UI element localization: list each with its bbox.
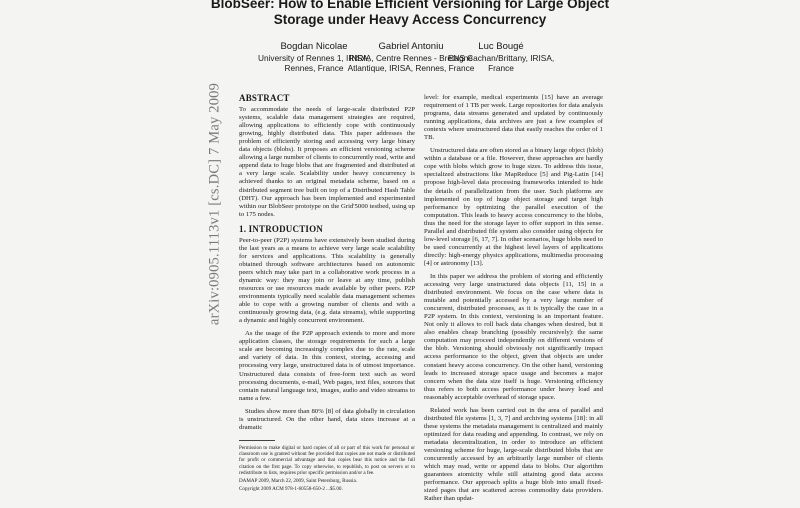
arxiv-stamp	[205, 82, 225, 326]
author-name: Gabriel Antoniu	[378, 41, 444, 52]
author-3	[435, 42, 567, 73]
copyright-footnote: Permission to make digital or hard copies of all or part of this work for personal or classroom use is granted without fee provided that copies are not made or distributed for profit or commercial advantage and that copies bear this notice and the full citation on the first page. To copy otherwise, to republish, to post on servers or to redistribute to lists, requires prior specific permission and/or a fee.	[239, 444, 415, 477]
right-column	[424, 94, 603, 508]
author-affiliation: ENS Cachan/Brittany, IRISA, France	[447, 53, 555, 73]
abstract-heading: ABSTRACT	[239, 93, 290, 103]
paper-title: BlobSeer: How to Enable Efficient Versioning for Large Object Storage under Heavy Access Concurrency	[210, 0, 610, 27]
body-paragraph: Unstructured data are often stored as a binary large object (blob) within a database or a file. However, these approaches are hardly cope with blobs which grow to huge sizes. To address this issue, specialized abstractions like MapReduce [5] and Pig-Latin [14] propose high-level data processing frameworks intended to hide the details of parallelization from the user. Such platforms are implemented on top of huge object storage and target high performance by optimizing the parallel execution of the computation. This leads to heavy access concurrency to the blobs, thus the need for the storage layer to offer support in this sense. Parallel and distributed file system also consider using objects for low-level storage [6, 17, 7]. In other scenarios, huge blobs need to be used concurrently at the highest level layers of applications directly: high-energy physics applications, multimedia processing [4] or astronomy [13].	[424, 147, 603, 267]
conference-line: DAMAP 2009, March 22, 2009, Saint Petersburg, Russia.	[239, 478, 358, 485]
body-paragraph: In this paper we address the problem of storing and efficiently accessing very large unstructured data objects [11, 15] in a distributed environment. We focus on the case where data is mutable and potentially accessed by a very large number of concurrent, distributed processes, as it is typically the case in a P2P system. In this context, versioning is an important feature. Not only it allows to roll back data changes when desired, but it also enables cheap branching (possibly recursively): the same computation may proceed independently on different versions of the blob. Versioning should obviously not significantly impact access performance to the object, given that objects are under constant heavy access concurrency. On the other hand, versioning leads to increased storage space usage and becomes a major concern when the data size itself is huge. Versioning efficiency thus refers to both access performance under heavy load and reasonably acceptable overhead of storage space.	[424, 272, 603, 401]
arxiv-stamp-text: arXiv:0905.1113v1 [cs.DC] 7 May 2009	[206, 82, 223, 326]
author-affiliation: INRIA, Centre Rennes - Bretagne Atlantique, IRISA, Rennes, France	[347, 53, 475, 73]
author-name: Bogdan Nicolae	[280, 41, 348, 52]
intro-paragraph: Peer-to-peer (P2P) systems have extensively been studied during the last years as a means to achieve very large scale scalability for services and applications. This scalability is generally obtained through software architectures based on autonomic peers which may take part in a collaborative work process in a dynamic way: they may join or leave at any time, publish resources or use resources made available by other peers. P2P environments typically need scalable data management schemes able to cope with a growing number of clients and with a continuously growing data, (e.g. data streams), while supporting a dynamic and highly concurrent environment.	[239, 236, 415, 325]
body-paragraph: Related work has been carried out in the area of parallel and distributed file systems [1, 3, 7] and archiving systems [18]: in all these systems the metadata management is centralized and mainly optimized for data reading and appending. In contrast, we rely on metadata decentralization, in order to introduce an efficient versioning scheme for huge, large-scale distributed blobs that are concurrently accessed by an arbitrarily large number of clients which may read, write or append data to blobs. Our algorithm guarantees atomicity while still attaining good data access performance. Our approach splits a huge blob into small fixed-sized pages that are scattered across commodity data providers. Rather than updat-	[424, 406, 603, 503]
intro-paragraph: Studies show more than 80% [8] of data globally in circulation is unstructured. On the other hand, data sizes increase at a dramatic	[239, 407, 415, 431]
body-paragraph: level: for example, medical experiments [15] have an average requirement of 1 TB per week. Large repositories for data analysis programs, data streams generated and updated by continuously running applications, data archives are just a few examples of contexts where unstructured data that easily reaches the order of 1 TB.	[424, 94, 603, 142]
footnote-rule	[239, 440, 275, 441]
intro-heading: 1. INTRODUCTION	[239, 223, 324, 234]
author-name: Luc Bougé	[478, 41, 524, 52]
copyright-line: Copyright 2009 ACM 978-1-60558-650-2 ...$5.00.	[239, 485, 343, 492]
abstract-text: To accommodate the needs of large-scale distributed P2P systems, scalable data management strategies are required, allowing applications to efficiently cope with continuously growing, highly distributed data. This paper addresses the problem of efficiently storing and accessing very large binary data objects (blobs). It proposes an efficient versioning scheme allowing a large number of clients to concurrently read, write and append data to huge blobs that are fragmented and distributed at a very large scale. Scalability under heavy concurrency is achieved thanks to an original metadata scheme, based on a distributed segment tree built on top of a Distributed Hash Table (DHT). Our approach has been implemented and experimented within our BlobSeer prototype on the Grid'5000 testbed, using up to 175 nodes.	[239, 106, 415, 218]
intro-paragraph: As the usage of the P2P approach extends to more and more application classes, the storage requirements for such a large scale are becoming increasingly complex due to the rate, scale and variety of data. In this context, storing, accessing and processing very large, unstructured data is of utmost importance. Unstructured data consists of free-form text such as word processing documents, e-mail, Web pages, text files, sources that contain natural language text, images, audio and video streams to name a few.	[239, 330, 415, 402]
author-affiliation: University of Rennes 1, IRISA, Rennes, France	[257, 53, 371, 73]
left-column	[239, 94, 415, 492]
